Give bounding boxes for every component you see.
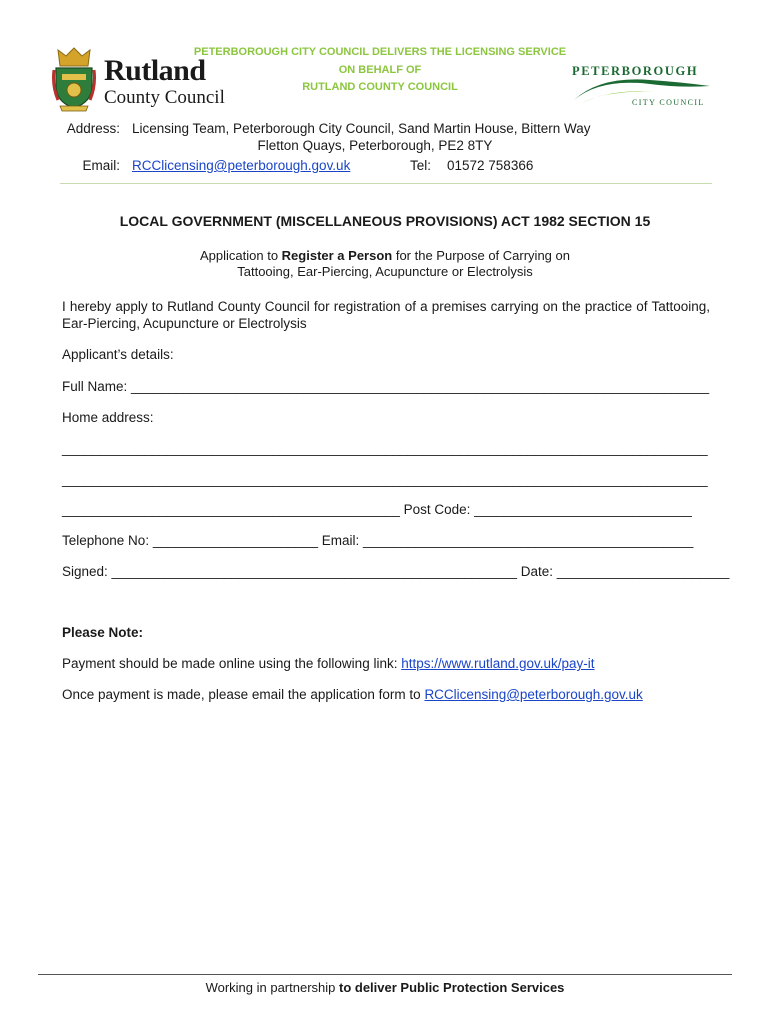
delivery-line: ON BEHALF OF bbox=[338, 63, 422, 76]
payment-note bbox=[62, 655, 595, 673]
application-suffix: for the Purpose of Carrying on bbox=[392, 248, 570, 263]
contact-block bbox=[62, 120, 722, 178]
contact-email-link[interactable]: RCClicensing@peterborough.gov.uk bbox=[132, 158, 351, 173]
address-line-1: Licensing Team, Peterborough City Council, Sand Martin House, Bittern Way bbox=[132, 121, 591, 136]
peterborough-city-council-logo bbox=[570, 64, 718, 110]
peterborough-logo-name: PETERBOROUGH bbox=[572, 64, 699, 78]
delivery-line: RUTLAND COUNTY COUNCIL bbox=[302, 81, 458, 93]
tel-label: Tel: bbox=[410, 158, 432, 173]
application-bold: Register a Person bbox=[281, 248, 393, 263]
declaration-text: I hereby apply to Rutland County Council for registration of a premises carrying on the practice of Tattooing, Ear-Piercing, Acupuncture or Electrolysis bbox=[62, 299, 710, 331]
rutland-logo-name: Rutland bbox=[104, 54, 206, 87]
signed-date-field[interactable]: Signed: ______________________________________________________ Date: _______________________ bbox=[62, 564, 730, 579]
email-label: Email: bbox=[82, 158, 120, 173]
applicants-details-heading: Applicant’s details: bbox=[62, 347, 174, 362]
footer-regular-text: Working in partnership bbox=[205, 980, 339, 995]
peterborough-logo-subtitle: CITY COUNCIL bbox=[632, 98, 705, 107]
home-address-field-2[interactable]: ______________________________________________________________________________________ bbox=[62, 472, 708, 487]
footer-divider bbox=[38, 974, 732, 975]
footer bbox=[0, 980, 770, 995]
home-address-field-1[interactable]: ______________________________________________________________________________________ bbox=[62, 441, 708, 456]
address-label: Address: bbox=[66, 121, 120, 136]
application-email-link[interactable]: RCClicensing@peterborough.gov.uk bbox=[424, 687, 643, 702]
delivery-statement bbox=[140, 44, 620, 97]
header-divider bbox=[60, 183, 712, 184]
tel-number: 01572 758366 bbox=[447, 158, 534, 173]
payment-note-text: Payment should be made online using the following link: bbox=[62, 656, 402, 671]
application-purpose-line-1 bbox=[0, 248, 770, 264]
application-prefix: Application to bbox=[200, 248, 282, 263]
rutland-crest-icon bbox=[52, 46, 96, 112]
email-note bbox=[62, 686, 643, 704]
footer-bold-text: to deliver Public Protection Services bbox=[339, 980, 565, 995]
application-purpose bbox=[0, 248, 770, 280]
home-address-label: Home address: bbox=[62, 410, 154, 425]
delivery-line: PETERBOROUGH CITY COUNCIL DELIVERS THE LICENSING SERVICE bbox=[193, 46, 567, 58]
application-purpose-line-2: Tattooing, Ear-Piercing, Acupuncture or Electrolysis bbox=[237, 264, 533, 279]
act-title: LOCAL GOVERNMENT (MISCELLANEOUS PROVISIONS) ACT 1982 SECTION 15 bbox=[119, 213, 651, 229]
email-note-text: Once payment is made, please email the application form to bbox=[62, 687, 425, 702]
postcode-field[interactable]: _____________________________________________ Post Code: _____________________________ bbox=[62, 502, 692, 517]
full-name-field[interactable]: Full Name: _____________________________________________________________________________ bbox=[62, 379, 710, 394]
please-note-heading: Please Note: bbox=[62, 625, 144, 640]
rutland-logo-subtitle: County Council bbox=[104, 87, 225, 108]
address-line-2: Fletton Quays, Peterborough, PE2 8TY bbox=[257, 138, 493, 153]
telephone-email-field[interactable]: Telephone No: ______________________ Email: ____________________________________________ bbox=[62, 533, 694, 548]
payment-link[interactable]: https://www.rutland.gov.uk/pay-it bbox=[401, 656, 595, 671]
